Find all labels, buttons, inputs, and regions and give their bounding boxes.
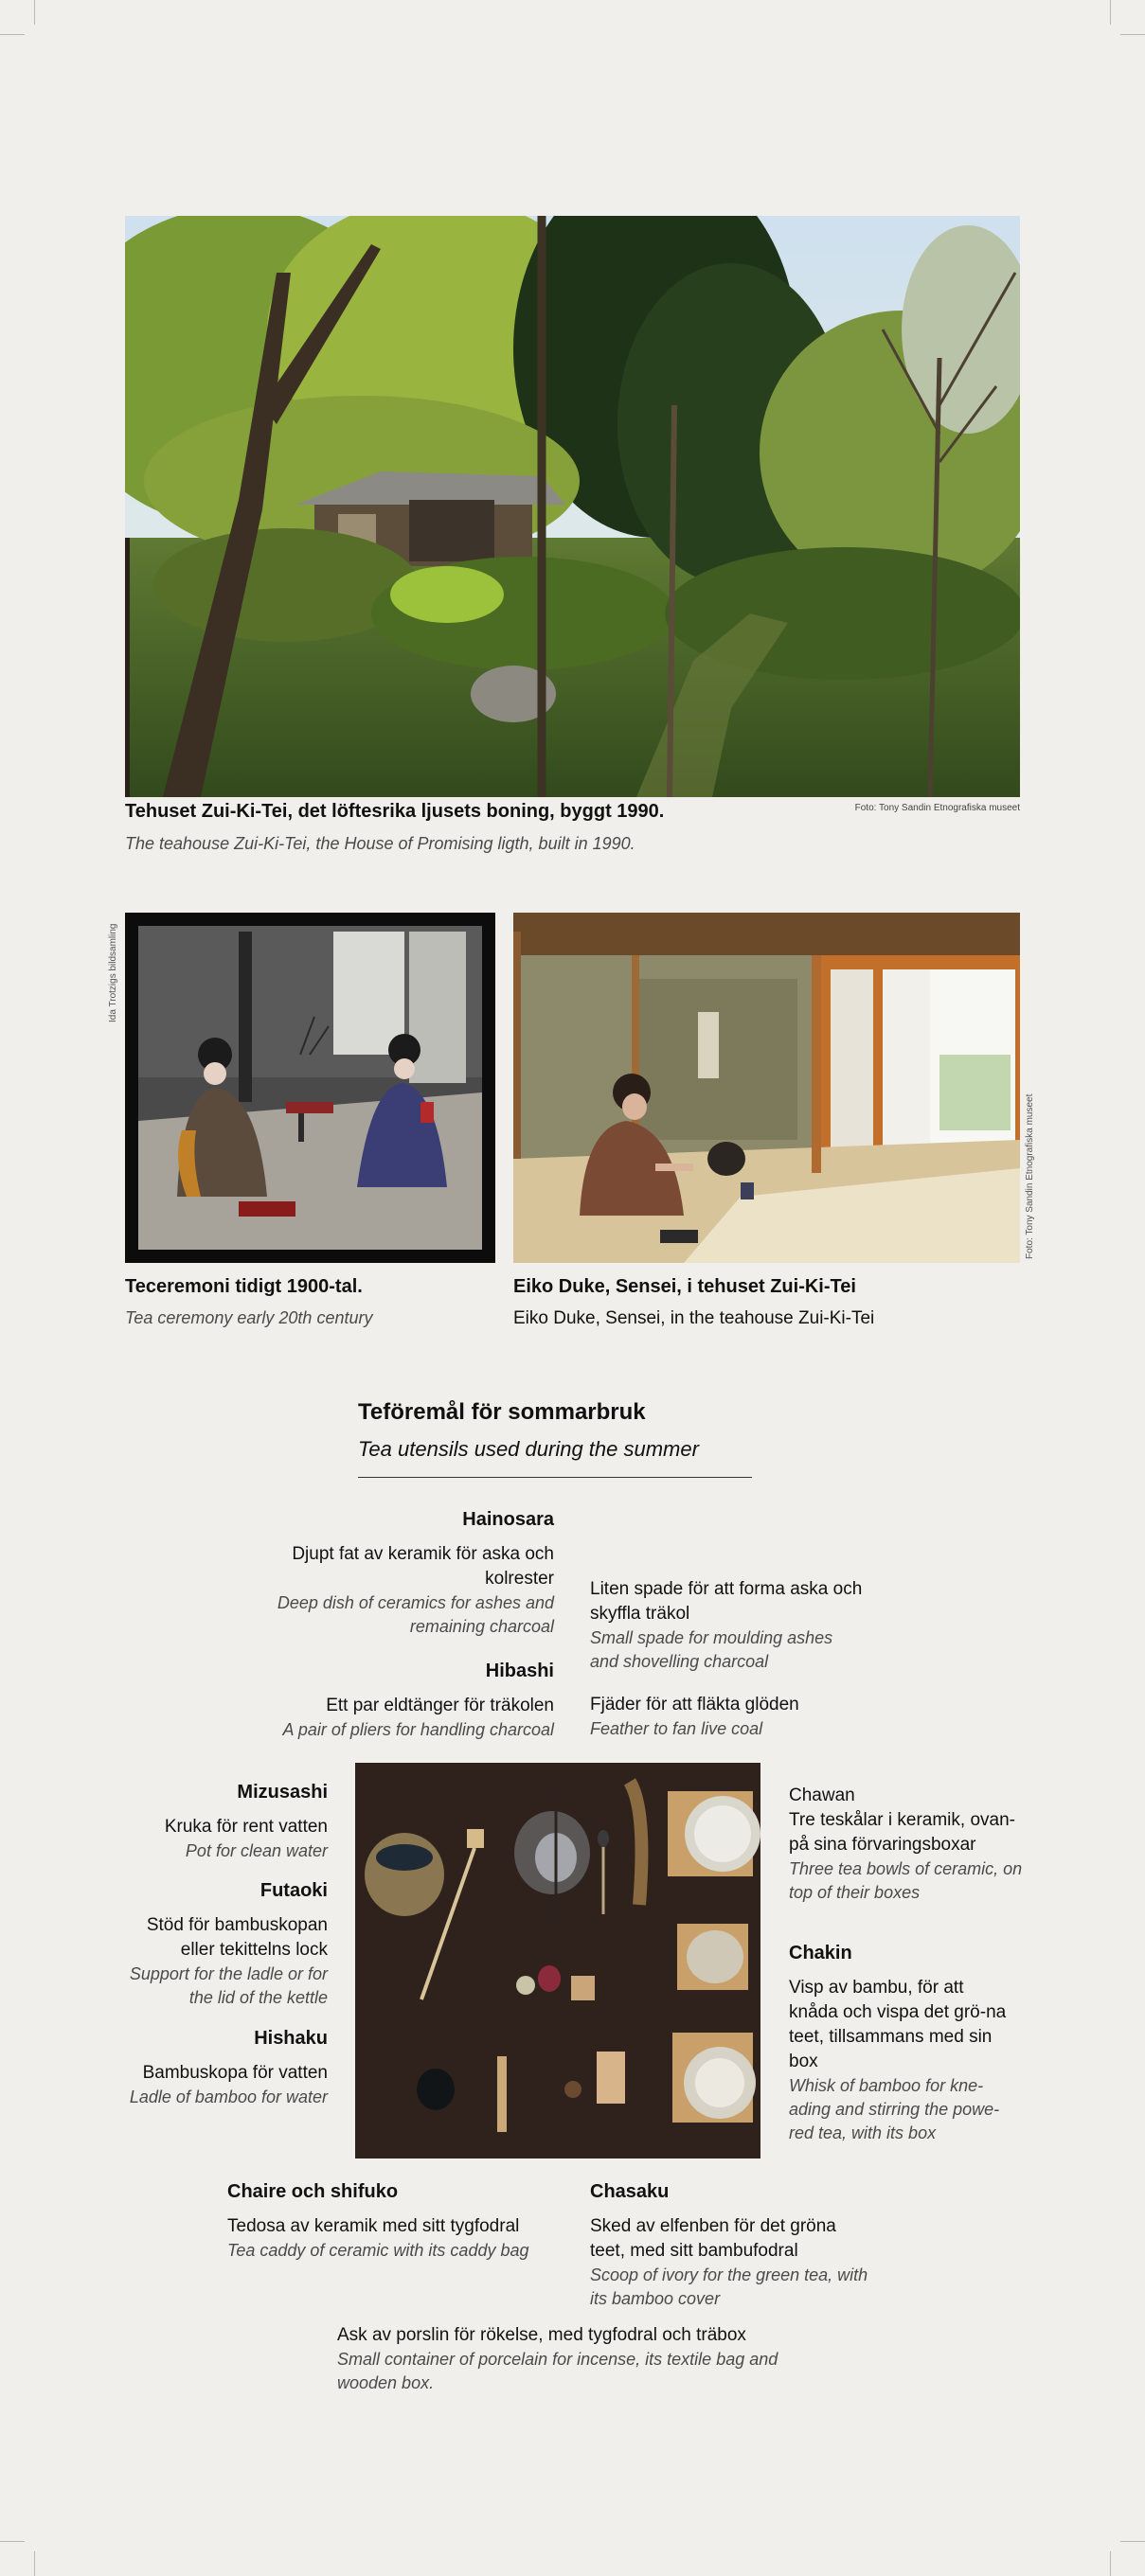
item-desc-sv: Tre teskålar i keramik, ovan-på sina förvaringsboxar [789,1810,1015,1855]
item-desc-en: Support for the ladle or for the lid of the kettle [129,1964,328,2007]
item-desc-sv: Djupt fat av keramik för aska och kolrester [292,1544,554,1589]
item-title: Chaire och shifuko [227,2181,399,2202]
item-desc-sv: Liten spade för att forma aska och skyffla träkol [590,1579,863,1624]
item-desc-en: A pair of pliers for handling charcoal [282,1720,554,1739]
item-desc-en: Pot for clean water [185,1841,328,1860]
item-desc-en: Ladle of bamboo for water [129,2087,328,2106]
item-desc-sv: Bambuskopa för vatten [142,2063,328,2083]
item-title: Chakin [789,1943,852,1963]
item-desc-en: Small container of porcelain for incense, its textile bag and wooden box. [337,2350,778,2392]
item-desc-en: Scoop of ivory for the green tea, with its bamboo cover [590,2265,868,2308]
right-photo-caption-en: Eiko Duke, Sensei, in the teahouse Zui-Ki-Tei [513,1308,875,1328]
section-rule [358,1477,752,1478]
hero-caption-sv: Tehuset Zui-Ki-Tei, det löftesrika ljusets boning, byggt 1990. [125,801,665,822]
crop-mark [0,34,25,35]
item-desc-sv: Ett par eldtänger för träkolen [326,1696,554,1715]
item-chawan [789,1784,1035,1905]
item-desc-sv: Ask av porslin för rökelse, med tygfodral och träbox [337,2325,746,2345]
item-hainosara [270,1509,554,1639]
crop-mark [1120,34,1145,35]
crop-mark [1110,0,1111,25]
crop-mark [1110,2551,1111,2576]
item-hishaku [114,2028,328,2109]
item-desc-sv: Sked av elfenben för det gröna teet, med sitt bambufodral [590,2216,836,2261]
left-photo-caption-en: Tea ceremony early 20th century [125,1308,373,1327]
item-title: Chasaku [590,2181,670,2202]
item-chaire [227,2181,549,2263]
item-title: Futaoki [259,1880,328,1901]
item-desc-sv: Stöd för bambuskopan eller tekittelns lock [146,1915,328,1960]
item-desc-en: Three tea bowls of ceramic, on top of their boxes [789,1859,1023,1902]
item-title: Hibashi [485,1661,554,1681]
item-incense [337,2323,792,2395]
item-desc-en: Feather to fan live coal [590,1719,763,1738]
item-feather [590,1693,865,1741]
item-desc-sv: Kruka för rent vatten [164,1817,328,1837]
teahouse-interior-photo [513,913,1020,1263]
item-futaoki [114,1880,328,2010]
tea-utensils-photo [355,1763,760,2159]
item-chakin [789,1943,1011,2145]
item-title: Mizusashi [237,1782,328,1803]
crop-mark [34,0,35,25]
item-desc-sv: Visp av bambu, för att knåda och vispa det grö-na teet, tillsammans med sin box [789,1978,1007,2071]
item-spade [590,1577,865,1674]
left-photo-caption-sv: Teceremoni tidigt 1900-tal. [125,1276,363,1297]
section-title-en: Tea utensils used during the summer [358,1437,699,1461]
item-chasaku [590,2181,874,2311]
crop-mark [1120,2541,1145,2542]
early-tea-ceremony-photo [125,913,495,1263]
item-desc-sv: Tedosa av keramik med sitt tygfodral [227,2216,520,2236]
left-photo-credit: Ida Trotzigs bildsamling [108,923,118,1022]
item-title: Hishaku [254,2028,328,2049]
item-mizusashi [114,1782,328,1863]
crop-mark [34,2551,35,2576]
item-title: Hainosara [462,1509,554,1530]
teahouse-garden-photo [125,216,1020,797]
hero-caption-en: The teahouse Zui-Ki-Tei, the House of Promising ligth, built in 1990. [125,834,635,853]
right-photo-caption-sv: Eiko Duke, Sensei, i tehuset Zui-Ki-Tei [513,1276,856,1297]
item-desc-en: Deep dish of ceramics for ashes and remaining charcoal [277,1593,554,1636]
crop-mark [0,2541,25,2542]
right-photo-credit: Foto: Tony Sandin Etnografiska museet [1025,1093,1035,1259]
item-hibashi [270,1661,554,1742]
item-desc-en: Small spade for moulding ashes and shovelling charcoal [590,1628,833,1671]
item-desc-en: Tea caddy of ceramic with its caddy bag [227,2241,529,2260]
section-title-sv: Teföremål för sommarbruk [358,1399,646,1425]
item-desc-en: Whisk of bamboo for kne-ading and stirring the powe-red tea, with its box [789,2076,1000,2142]
item-title: Chawan [789,1785,855,1805]
hero-credit: Foto: Tony Sandin Etnografiska museet [854,803,1020,813]
item-desc-sv: Fjäder för att fläkta glöden [590,1695,799,1714]
